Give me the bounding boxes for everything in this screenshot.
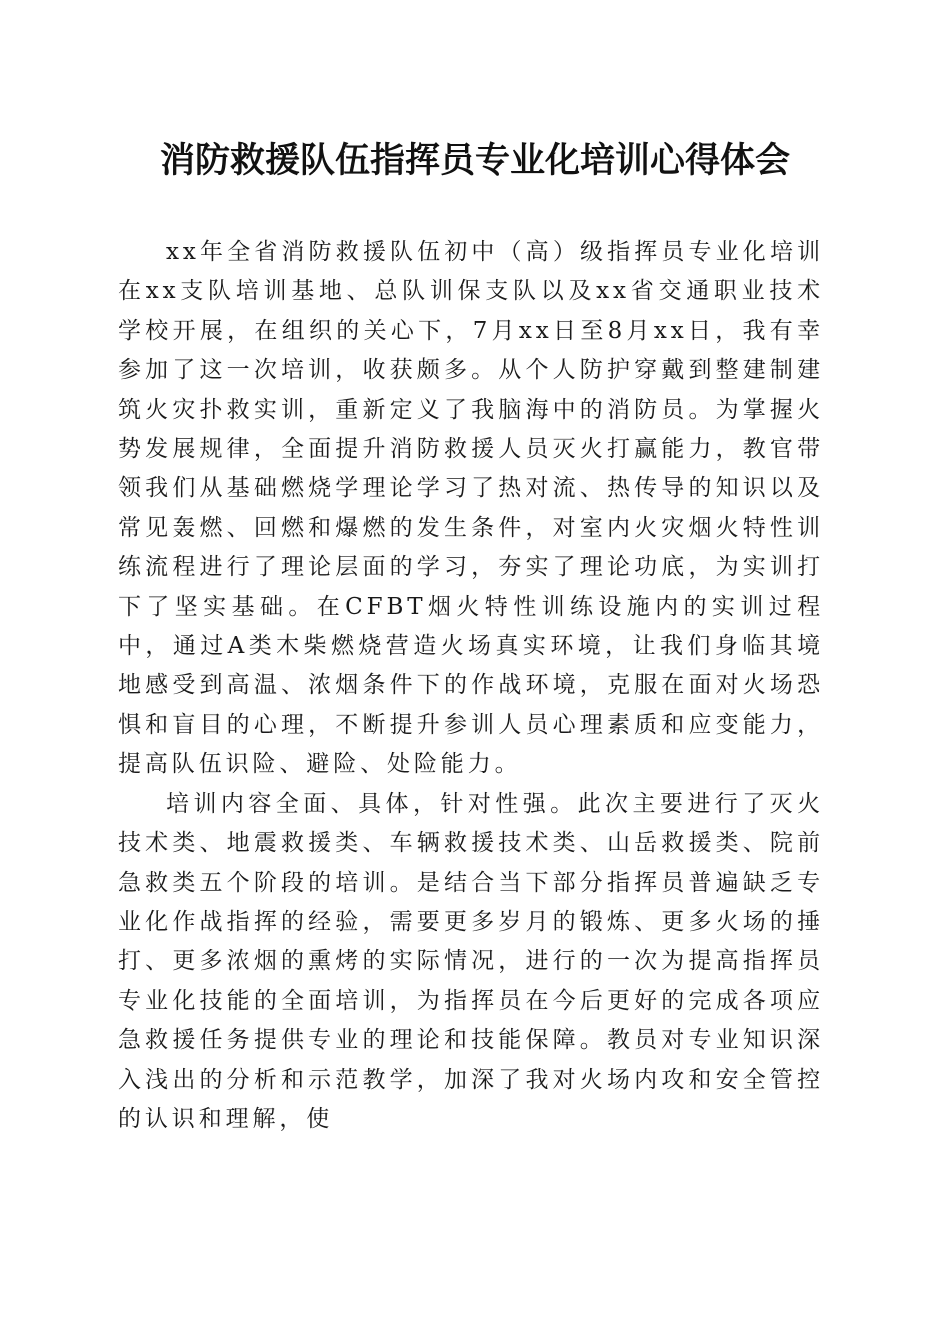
paragraph-2: 培训内容全面、具体，针对性强。此次主要进行了灭火技术类、地震救援类、车辆救援技术类、山岳救援类、院前急救类五个阶段的培训。是结合当下部分指挥员普遍缺乏专业化作战指挥的经验，需要更多岁月的锻炼、更多火场的捶打、更多浓烟的熏烤的实际情况，进行的一次为提高指挥员专业化技能的全面培训，为指挥员在今后更好的完成各项应急救援任务提供专业的理论和技能保障。教员对专业知识深入浅出的分析和示范教学，加深了我对火场内攻和安全管控的认识和理解，使	[118, 790, 824, 1132]
document-body	[118, 233, 824, 1139]
paragraph-1: xx年全省消防救援队伍初中（高）级指挥员专业化培训在xx支队培训基地、总队训保支队以及xx省交通职业技术学校开展，在组织的关心下，7月xx日至8月xx日，我有幸参加了这一次培训，收获颇多。从个人防护穿戴到整建制建筑火灾扑救实训，重新定义了我脑海中的消防员。为掌握火势发展规律，全面提升消防救援人员灭火打赢能力，教官带领我们从基础燃烧学理论学习了热对流、热传导的知识以及常见轰燃、回燃和爆燃的发生条件，对室内火灾烟火特性训练流程进行了理论层面的学习，夯实了理论功底，为实训打下了坚实基础。在CFBT烟火特性训练设施内的实训过程中，通过A类木柴燃烧营造火场真实环境，让我们身临其境地感受到高温、浓烟条件下的作战环境，克服在面对火场恐惧和盲目的心理，不断提升参训人员心理素质和应变能力，提高队伍识险、避险、处险能力。	[118, 239, 824, 778]
document-title: 消防救援队伍指挥员专业化培训心得体会	[159, 140, 790, 181]
